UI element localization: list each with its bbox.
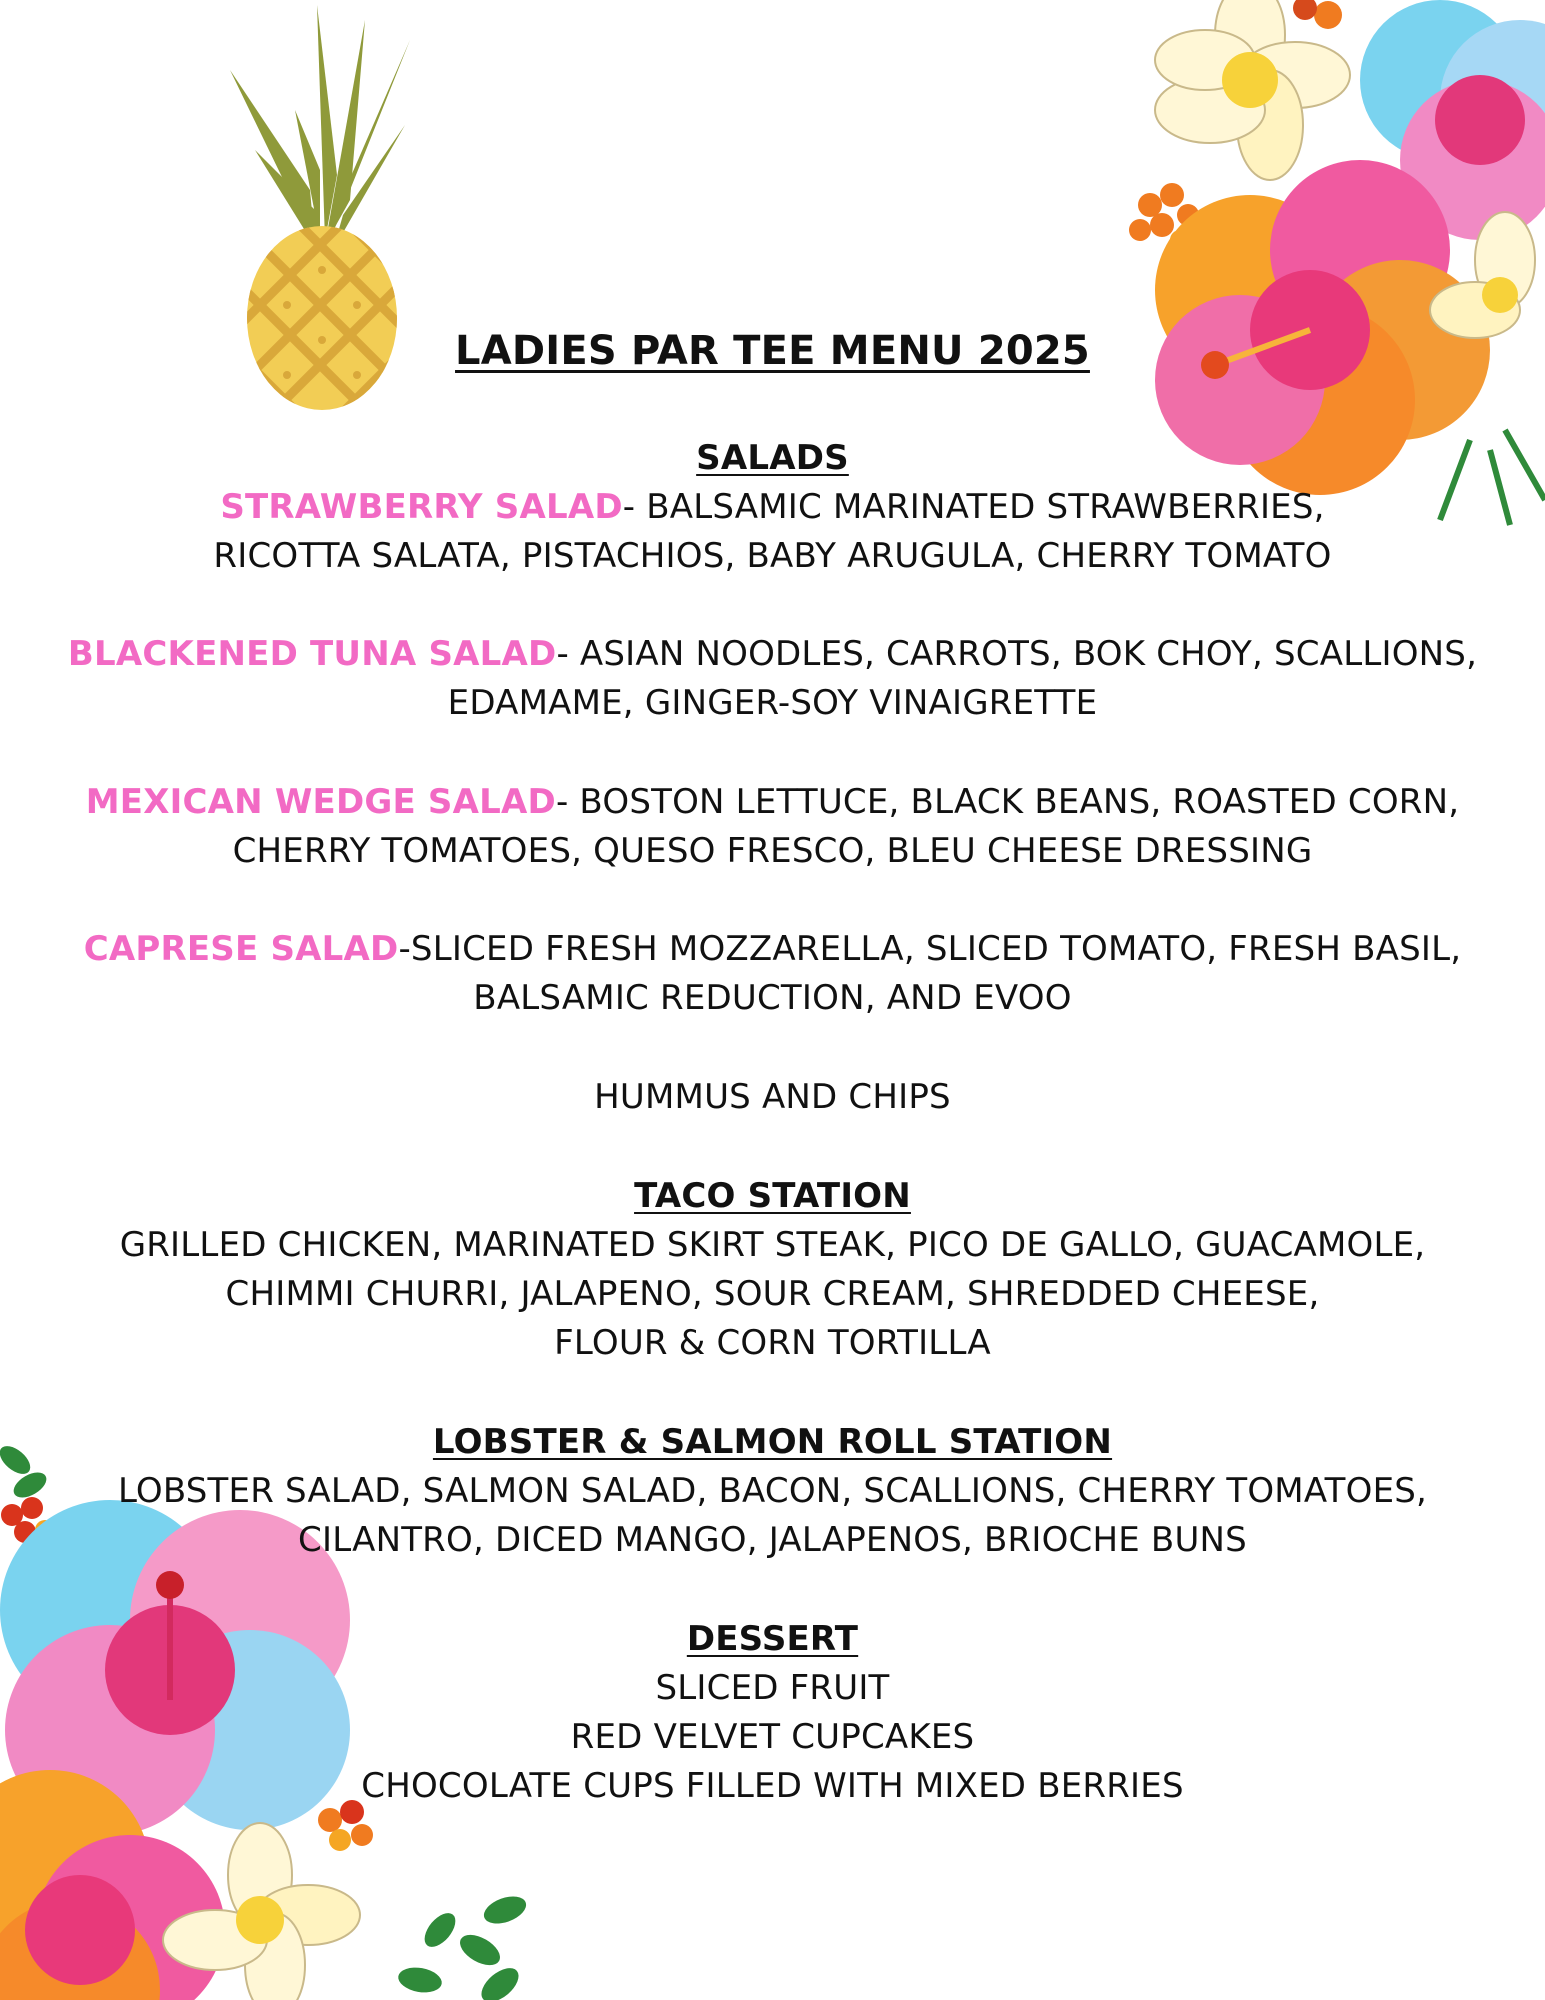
menu-item: HUMMUS AND CHIPS: [594, 1077, 951, 1117]
menu-item: [0, 925, 1545, 974]
taco-heading: TACO STATION: [634, 1176, 911, 1216]
item-desc: SLICED FRUIT: [655, 1668, 890, 1708]
item-desc: CHOCOLATE CUPS FILLED WITH MIXED BERRIES: [361, 1766, 1184, 1806]
salads-heading: SALADS: [696, 438, 849, 478]
menu-item-block: [0, 925, 1545, 1023]
page-title: LADIES PAR TEE MENU 2025: [455, 328, 1090, 374]
menu-item-block: [0, 778, 1545, 876]
item-desc: CILANTRO, DICED MANGO, JALAPENOS, BRIOCHE BUNS: [298, 1520, 1247, 1560]
item-desc: - BOSTON LETTUCE, BLACK BEANS, ROASTED CORN,: [555, 782, 1460, 822]
menu-item: [0, 483, 1545, 532]
item-desc: GRILLED CHICKEN, MARINATED SKIRT STEAK, PICO DE GALLO, GUACAMOLE,: [119, 1225, 1426, 1265]
dessert-heading: DESSERT: [686, 1619, 859, 1659]
item-desc: - ASIAN NOODLES, CARROTS, BOK CHOY, SCALLIONS,: [556, 634, 1478, 674]
menu-item: [0, 778, 1545, 827]
item-name: BLACKENED TUNA SALAD: [67, 634, 557, 674]
item-desc: RICOTTA SALATA, PISTACHIOS, BABY ARUGULA, CHERRY TOMATO: [213, 536, 1332, 576]
lobster-section: [0, 1418, 1545, 1565]
item-name: STRAWBERRY SALAD: [220, 487, 623, 527]
lobster-heading: LOBSTER & SALMON ROLL STATION: [432, 1422, 1113, 1462]
taco-section: [0, 1172, 1545, 1368]
item-desc: CHERRY TOMATOES, QUESO FRESCO, BLEU CHEESE DRESSING: [232, 831, 1313, 871]
item-desc: CHIMMI CHURRI, JALAPENO, SOUR CREAM, SHREDDED CHEESE,: [225, 1274, 1320, 1314]
item-name: CAPRESE SALAD: [83, 929, 399, 969]
item-desc: LOBSTER SALAD, SALMON SALAD, BACON, SCALLIONS, CHERRY TOMATOES,: [117, 1471, 1428, 1511]
salads-section: [0, 434, 1545, 581]
menu-item-block: [0, 1073, 1545, 1122]
item-desc: FLOUR & CORN TORTILLA: [554, 1323, 991, 1363]
menu-item: [0, 630, 1545, 679]
menu-item-block: [0, 630, 1545, 728]
item-name: MEXICAN WEDGE SALAD: [85, 782, 556, 822]
item-desc: EDAMAME, GINGER-SOY VINAIGRETTE: [447, 683, 1098, 723]
item-desc: - BALSAMIC MARINATED STRAWBERRIES,: [622, 487, 1325, 527]
item-desc: -SLICED FRESH MOZZARELLA, SLICED TOMATO, FRESH BASIL,: [398, 929, 1462, 969]
dessert-section: [0, 1615, 1545, 1811]
item-desc: RED VELVET CUPCAKES: [570, 1717, 975, 1757]
item-desc: BALSAMIC REDUCTION, AND EVOO: [473, 978, 1072, 1018]
